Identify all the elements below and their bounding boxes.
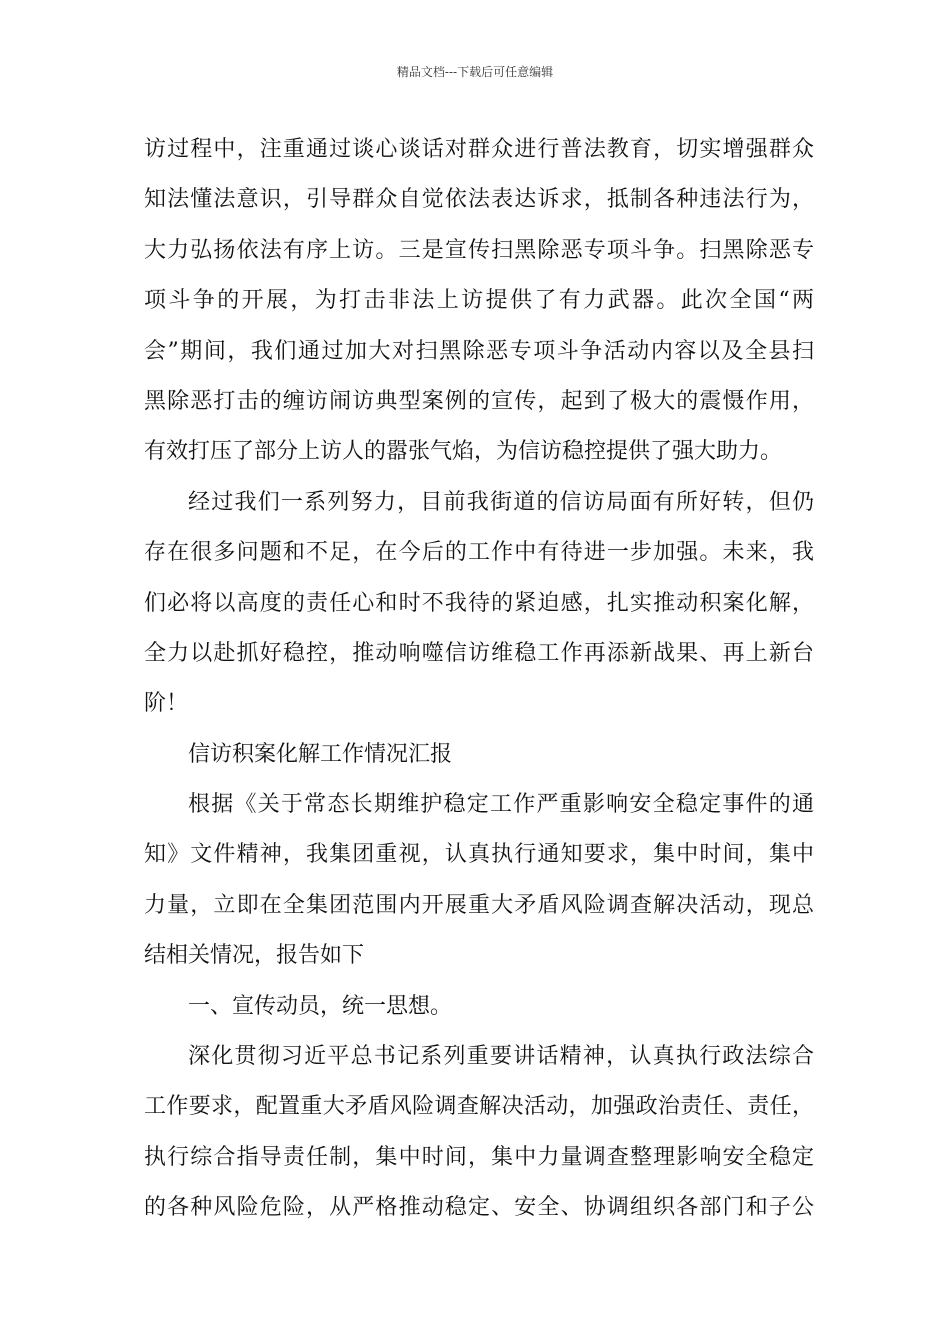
text-line: 全力以赴抓好稳控，推动响噬信访维稳工作再添新战果、再上新台 — [144, 640, 814, 666]
page-header: 精品文档---下载后可任意编辑 — [396, 65, 554, 79]
text-line: 根据《关于常态长期维护稳定工作严重影响安全稳定事件的通 — [188, 792, 814, 818]
text-line: 经过我们一系列努力，目前我街道的信访局面有所好转，但仍 — [188, 489, 814, 515]
text-line: 知法懂法意识，引导群众自觉依法表达诉求，抵制各种违法行为， — [144, 187, 814, 213]
text-line: 结相关情况，报告如下 — [144, 943, 365, 969]
text-line: 知》文件精神，我集团重视，认真执行通知要求，集中时间，集中 — [144, 842, 814, 868]
text-line: 访过程中，注重通过谈心谈话对群众进行普法教育，切实增强群众 — [144, 137, 814, 162]
text-line: 阶！ — [144, 691, 189, 717]
text-line: 力量，立即在全集团范围内开展重大矛盾风险调查解决活动，现总 — [144, 892, 814, 918]
text-line: 会”期间，我们通过加大对扫黑除恶专项斗争活动内容以及全县扫 — [144, 338, 814, 364]
text-line: 深化贯彻习近平总书记系列重要讲话精神，认真执行政法综合 — [188, 1044, 814, 1070]
document-body — [144, 125, 814, 1234]
text-line: 执行综合指导责任制，集中时间，集中力量调查整理影响安全稳定 — [144, 1144, 814, 1170]
text-line: 工作要求，配置重大矛盾风险调查解决活动，加强政治责任、责任， — [144, 1094, 814, 1120]
text-line: 存在很多问题和不足，在今后的工作中有待进一步加强。未来，我 — [144, 540, 814, 566]
text-line: 项斗争的开展，为打击非法上访提供了有力武器。此次全国“两 — [144, 288, 814, 314]
text-line: 的各种风险危险，从严格推动稳定、安全、协调组织各部门和子公 — [144, 1195, 814, 1221]
text-line: 大力弘扬依法有序上访。三是宣传扫黑除恶专项斗争。扫黑除恶专 — [144, 237, 814, 263]
text-line: 一、宣传动员，统一思想。 — [188, 993, 453, 1019]
text-line: 信访积案化解工作情况汇报 — [188, 741, 453, 767]
text-line: 黑除恶打击的缠访闹访典型案例的宣传，起到了极大的震慑作用， — [144, 388, 814, 414]
text-line: 们必将以高度的责任心和时不我待的紧迫感，扎实推动积案化解， — [144, 590, 814, 616]
text-line: 有效打压了部分上访人的嚣张气焰，为信访稳控提供了强大助力。 — [144, 439, 783, 465]
